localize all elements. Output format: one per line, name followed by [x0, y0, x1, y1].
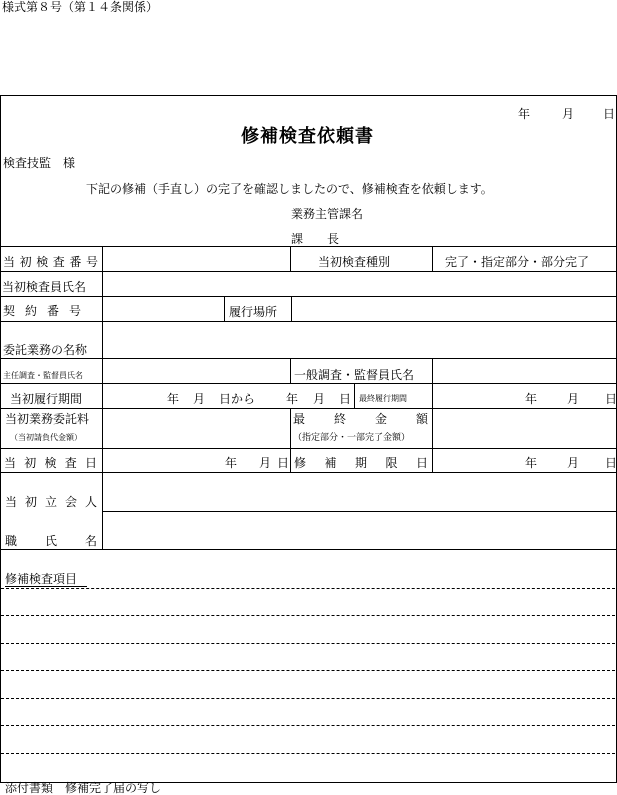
rule — [290, 246, 291, 271]
rule — [291, 296, 292, 321]
inspection-date-day: 日 — [277, 456, 290, 470]
rule — [290, 358, 291, 383]
form-number: 様式第８号（第１４条関係） — [2, 0, 159, 14]
rule — [102, 448, 103, 472]
rule — [0, 472, 617, 473]
label-final-amount-sub: （指定部分・一部完了金額） — [293, 433, 411, 443]
dept-label: 業務主管課名 — [291, 207, 364, 221]
period-to-year: 年 — [286, 392, 299, 406]
label-consignment-name: 委託業務の名称 — [3, 343, 88, 357]
period-to-month: 月 — [313, 392, 326, 406]
rule — [0, 549, 617, 550]
label-witness: 当 初 立 会 人 — [5, 495, 97, 509]
repair-items-label: 修補検査項目 — [5, 572, 78, 586]
period-from-month: 月 — [193, 392, 206, 406]
dashed-line — [1, 643, 615, 644]
rule — [0, 358, 617, 359]
rule — [102, 472, 103, 549]
final-period-year: 年 — [525, 392, 538, 406]
rule — [290, 408, 291, 448]
label-chief-inspector: 主任調査・監督員氏名 — [3, 371, 83, 380]
inspection-date-year: 年 — [225, 456, 238, 470]
rule — [432, 246, 433, 271]
label-initial-inspector: 当初検査員氏名 — [2, 280, 87, 294]
dashed-line — [1, 670, 615, 671]
deadline-day: 日 — [605, 456, 617, 470]
date-month: 月 — [562, 107, 575, 121]
chief-label: 課 長 — [291, 232, 340, 246]
rule — [432, 448, 433, 472]
rule — [0, 271, 617, 272]
rule — [0, 246, 617, 247]
label-initial-inspection-date: 当 初 検 査 日 — [4, 456, 97, 470]
rule — [102, 246, 103, 448]
label-initial-inspection-no: 当 初 検 査 番 号 — [3, 255, 98, 269]
label-general-inspector: 一般調査・監督員氏名 — [294, 368, 415, 382]
repair-items-underline — [5, 586, 87, 587]
period-to-day: 日 — [339, 392, 352, 406]
label-initial-fee-sub: （当初請負代金額） — [10, 433, 82, 442]
rule — [354, 383, 355, 408]
deadline-month: 月 — [567, 456, 580, 470]
rule — [0, 296, 617, 297]
period-from-day: 日から — [219, 392, 256, 406]
addressee: 検査技監 様 — [3, 156, 76, 170]
dashed-line — [1, 588, 615, 589]
label-initial-period: 当初履行期間 — [10, 392, 83, 406]
label-initial-inspection-type: 当初検査種別 — [318, 255, 391, 269]
rule — [102, 511, 617, 512]
dashed-line — [1, 753, 615, 754]
final-period-month: 月 — [567, 392, 580, 406]
dashed-line — [1, 725, 615, 726]
final-period-day: 日 — [605, 392, 617, 406]
dashed-line — [1, 615, 615, 616]
request-text: 下記の修補（手直し）の完了を確認しましたので、修補検査を依頼します。 — [86, 182, 493, 196]
rule — [432, 358, 433, 383]
label-final-amount: 最 終 金 額 — [293, 412, 428, 426]
page-title: 修補検査依頼書 — [241, 126, 374, 147]
label-contract-no: 契約番号 — [3, 304, 92, 318]
label-repair-deadline: 修 補 期 限 日 — [294, 456, 428, 470]
rule — [224, 296, 225, 321]
inspection-date-month-label: 月 — [259, 456, 272, 470]
deadline-year: 年 — [525, 456, 538, 470]
period-from-year: 年 — [167, 392, 180, 406]
date-day: 日 — [603, 107, 616, 121]
label-final-period: 最終履行期間 — [359, 394, 407, 403]
rule — [290, 448, 291, 472]
rule — [432, 383, 433, 408]
attachment-note: 添付書類 修補完了届の写し — [5, 781, 162, 795]
label-performance-place: 履行場所 — [229, 305, 278, 319]
rule — [0, 408, 617, 409]
inspection-type-options: 完了・指定部分・部分完了 — [445, 255, 590, 269]
rule — [432, 408, 433, 448]
rule — [0, 448, 617, 449]
date-year: 年 — [518, 107, 531, 121]
label-initial-fee: 当初業務委託料 — [5, 412, 90, 426]
dashed-line — [1, 698, 615, 699]
label-position-name: 職 氏 名 — [5, 534, 97, 548]
rule — [0, 321, 617, 322]
rule — [0, 383, 617, 384]
